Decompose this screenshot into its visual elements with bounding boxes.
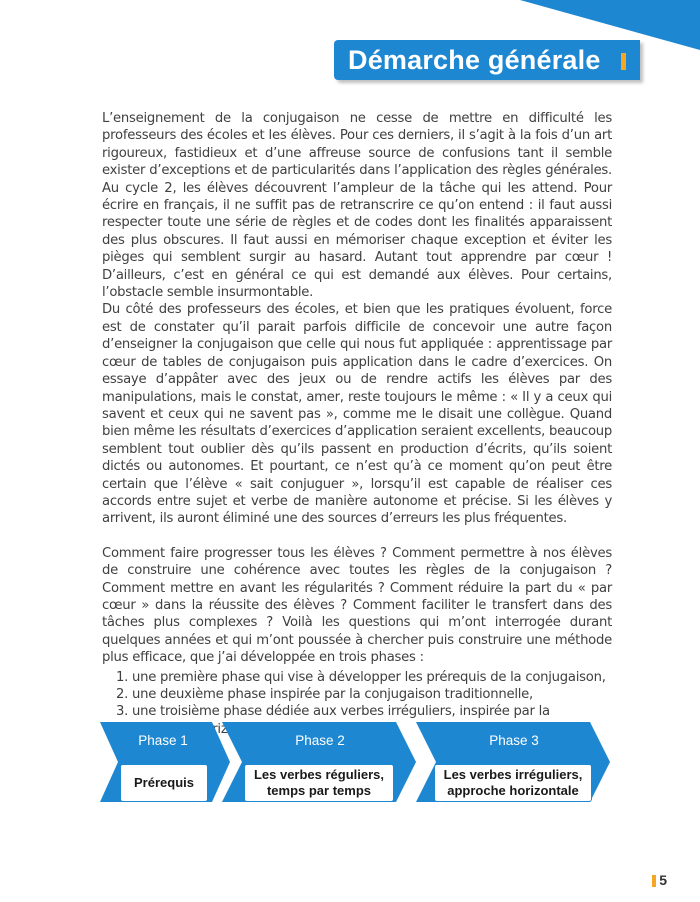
phase-1-label: Phase 1 — [138, 733, 188, 748]
main-text — [102, 110, 612, 738]
phase-1-text: Prérequis — [134, 775, 194, 790]
page-number: 5 — [659, 872, 667, 888]
phase-3-text-line1: Les verbes irréguliers, — [443, 767, 583, 782]
phase-3-content — [434, 764, 592, 802]
phase-3-label: Phase 3 — [489, 733, 539, 748]
phase-3-text-line2: approche horizontale — [447, 783, 579, 798]
phase-2-label: Phase 2 — [295, 733, 345, 748]
paragraph-intro: L’enseignement de la conjugaison ne cesse de mettre en difficulté les professeurs des écoles et les élèves. Pour ces derniers, il s’agit à la fois d’un art rigoureux, fastidieux et d’une affreuse source de confusions tant il semble exister d’exceptions et de particularités dans l’application des règles générales. Au cycle 2, les élèves découvrent l’ampleur de la tâche qui les attend. Pour écrire en français, il ne suffit pas de retranscrire ce qu’on entend : il faut aussi respecter toute une série de règles et de codes dont les finalités apparaissent des plus obscures. Il faut aussi en mémoriser chaque exception et éviter les pièges qui semblent surgir au hasard. Autant tout apprendre par cœur ! D’ailleurs, c’est en général ce qui est demandé aux élèves. Pour certains, l’obstacle semble insurmontable. — [102, 111, 612, 301]
list-item: 1. une première phase qui vise à développer les prérequis de la conjugaison, — [116, 669, 606, 685]
phase-2-content — [244, 764, 394, 802]
phase-2-text-line1: Les verbes réguliers, — [253, 767, 385, 782]
phase-3 — [416, 718, 612, 802]
phase-2 — [222, 718, 418, 802]
phase-1-content — [120, 764, 208, 802]
phase-1 — [100, 718, 232, 802]
paragraph-teachers: Du côté des professeurs des écoles, et bien que les pratiques évoluent, force est de constater qu’il parait parfois difficile de concevoir une autre façon d’enseigner la conjugaison que celle qui nous fut appliquée : apprentissage par cœur de tables de conjugaison puis application dans le cadre d’exercices. On essaye d’appâter avec des jeux ou de rendre actifs les élèves par des manipulations, mais le constat, amer, reste toujours le même : « Il y a ceux qui savent et ceux qui ne savent pas », comme me le disait une collègue. Quand bien même les résultats d’exercices d’application seraient excellents, beaucoup semblent tout oublier dès qu’ils passent en production d’écrits, qu’ils soient dictés ou autonomes. Et pourtant, ce n’est qu’à ce moment qu’on peut être certain que l’élève « sait conjuguer », lorsqu’il est capable de réaliser ces accords entre sujet et verbe de manière autonome et précise. Si les élèves y arrivent, ils auront éliminé une des sources d’erreurs les plus fréquentes. — [102, 302, 612, 527]
list-item: 3. une troisième phase dédiée aux verbes irréguliers, inspirée par la — [116, 704, 550, 720]
page-title: Démarche générale — [348, 45, 601, 75]
phase-2-text-line2: temps par temps — [266, 783, 372, 798]
title-banner — [334, 40, 640, 80]
title-accent-mark — [621, 53, 626, 70]
paragraph-questions: Comment faire progresser tous les élèves ? Comment permettre à nos élèves de construire une cohérence avec toutes les règles de la conjugaison ? Comment mettre en avant les régularités ? Comment réduire la part du « par cœur » dans la réussite des élèves ? Comment faciliter le transfert dans des tâches plus complexes ? Voilà les questions qui m’ont interrogée durant quelques années et qui m’ont poussée à chercher puis construire une méthode plus efficace, que j’ai développée en trois phases : — [102, 545, 612, 666]
phases-diagram — [100, 718, 620, 808]
list-item: 2. une deuxième phase inspirée par la conjugaison traditionnelle, — [116, 687, 533, 702]
page-number-mark — [652, 875, 656, 887]
